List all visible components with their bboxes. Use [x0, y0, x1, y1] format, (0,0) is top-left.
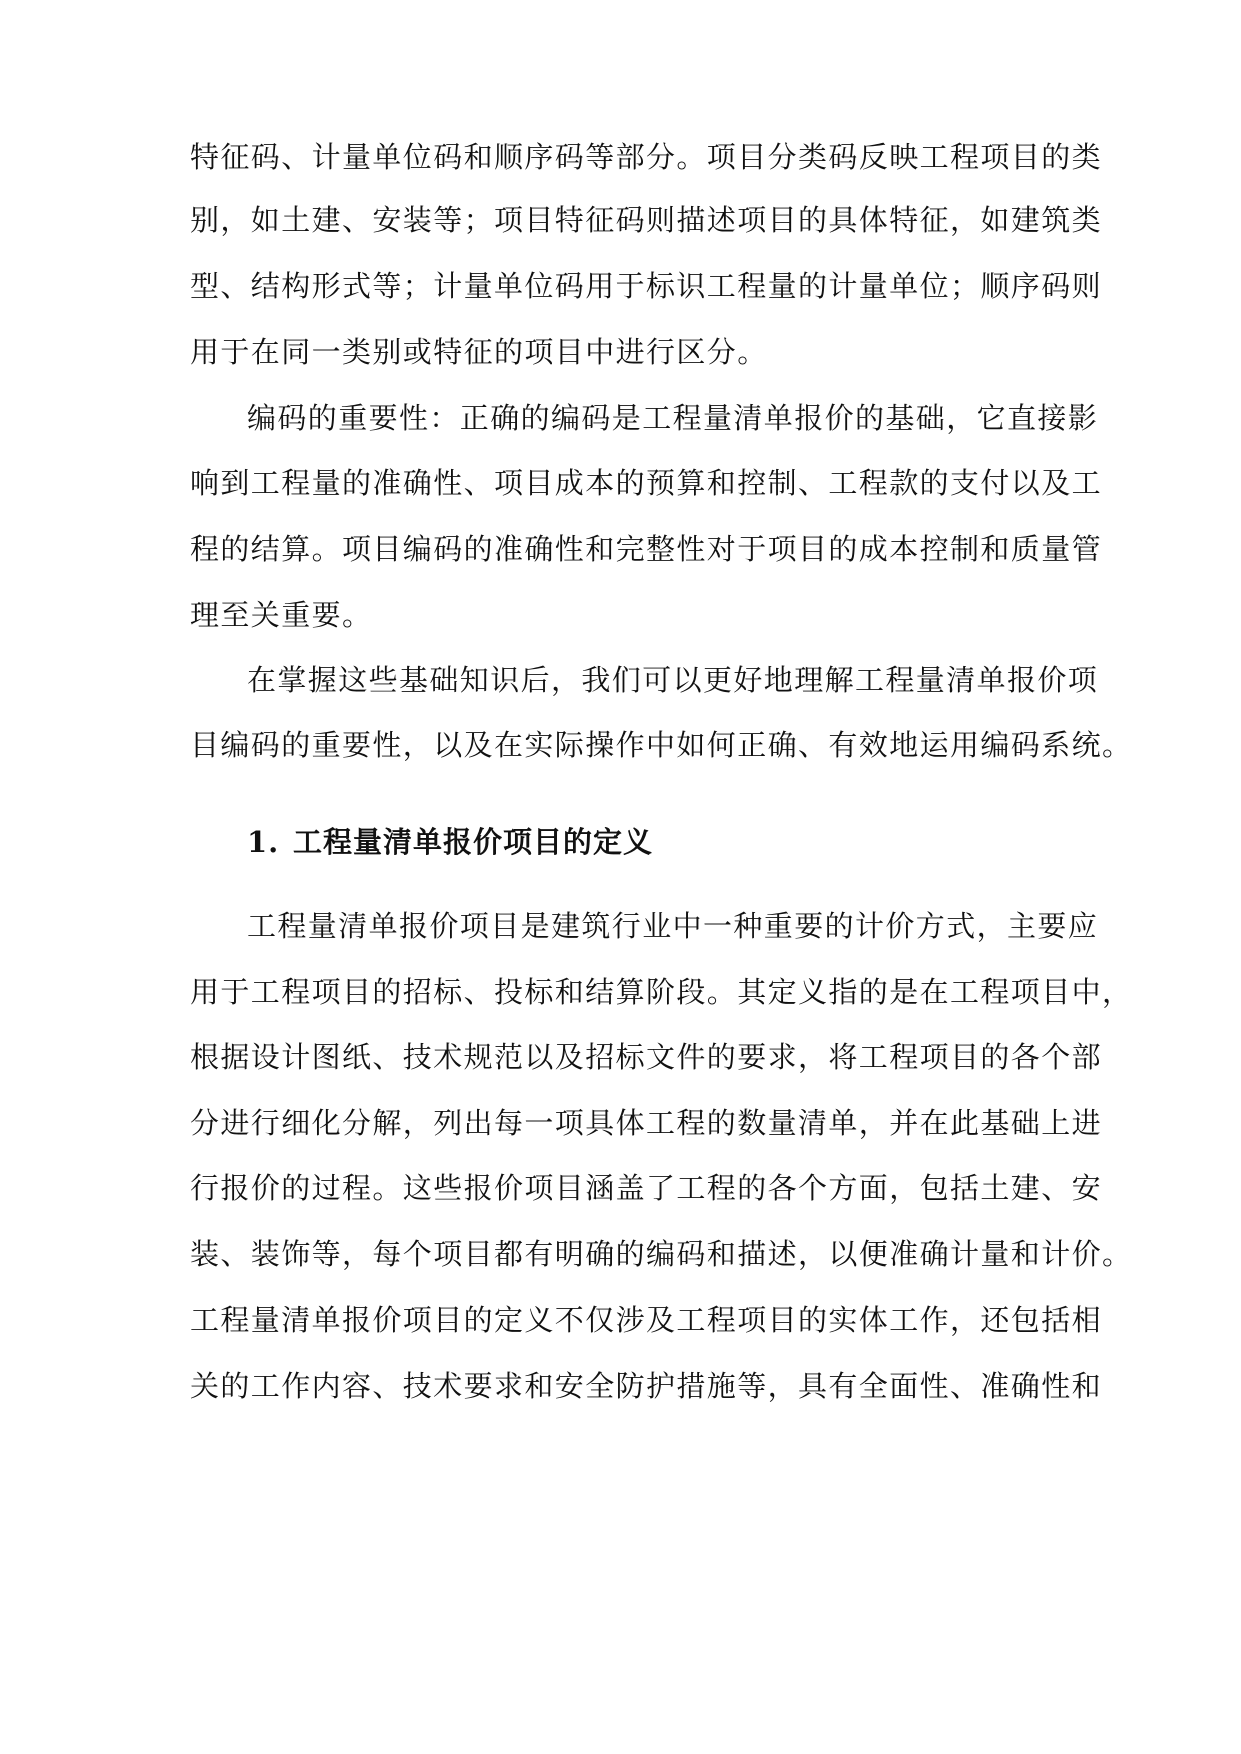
text-line: 理至关重要。 — [190, 598, 373, 632]
text-line: 用于工程项目的招标、投标和结算阶段。其定义指的是在工程项目中， — [190, 975, 1133, 1009]
text-line: 程的结算。项目编码的准确性和完整性对于项目的成本控制和质量管 — [190, 532, 1103, 566]
text-line: 装、装饰等，每个项目都有明确的编码和描述，以便准确计量和计价。 — [190, 1237, 1133, 1271]
section-heading — [247, 822, 653, 862]
text-line: 分进行细化分解，列出每一项具体工程的数量清单，并在此基础上进 — [190, 1106, 1103, 1140]
text-line: 型、结构形式等；计量单位码用于标识工程量的计量单位；顺序码则 — [190, 269, 1103, 303]
text-line: 目编码的重要性，以及在实际操作中如何正确、有效地运用编码系统。 — [190, 728, 1133, 762]
text-line: 关的工作内容、技术要求和安全防护措施等，具有全面性、准确性和 — [190, 1369, 1103, 1403]
heading-text: 工程量清单报价项目的定义 — [293, 825, 654, 859]
text-line: 工程量清单报价项目的定义不仅涉及工程项目的实体工作，还包括相 — [190, 1303, 1103, 1337]
text-line: 根据设计图纸、技术规范以及招标文件的要求，将工程项目的各个部 — [190, 1040, 1103, 1074]
text-line: 别，如土建、安装等；项目特征码则描述项目的具体特征，如建筑类 — [190, 203, 1103, 237]
text-line: 工程量清单报价项目是建筑行业中一种重要的计价方式，主要应 — [247, 909, 1099, 943]
text-line: 编码的重要性：正确的编码是工程量清单报价的基础，它直接影 — [247, 401, 1099, 435]
text-line: 响到工程量的准确性、项目成本的预算和控制、工程款的支付以及工 — [190, 466, 1103, 500]
text-line: 在掌握这些基础知识后，我们可以更好地理解工程量清单报价项 — [247, 663, 1099, 697]
heading-number: 1. — [247, 825, 280, 859]
text-line: 特征码、计量单位码和顺序码等部分。项目分类码反映工程项目的类 — [190, 140, 1103, 174]
text-line: 用于在同一类别或特征的项目中进行区分。 — [190, 335, 768, 369]
text-line: 行报价的过程。这些报价项目涵盖了工程的各个方面，包括土建、安 — [190, 1171, 1103, 1205]
